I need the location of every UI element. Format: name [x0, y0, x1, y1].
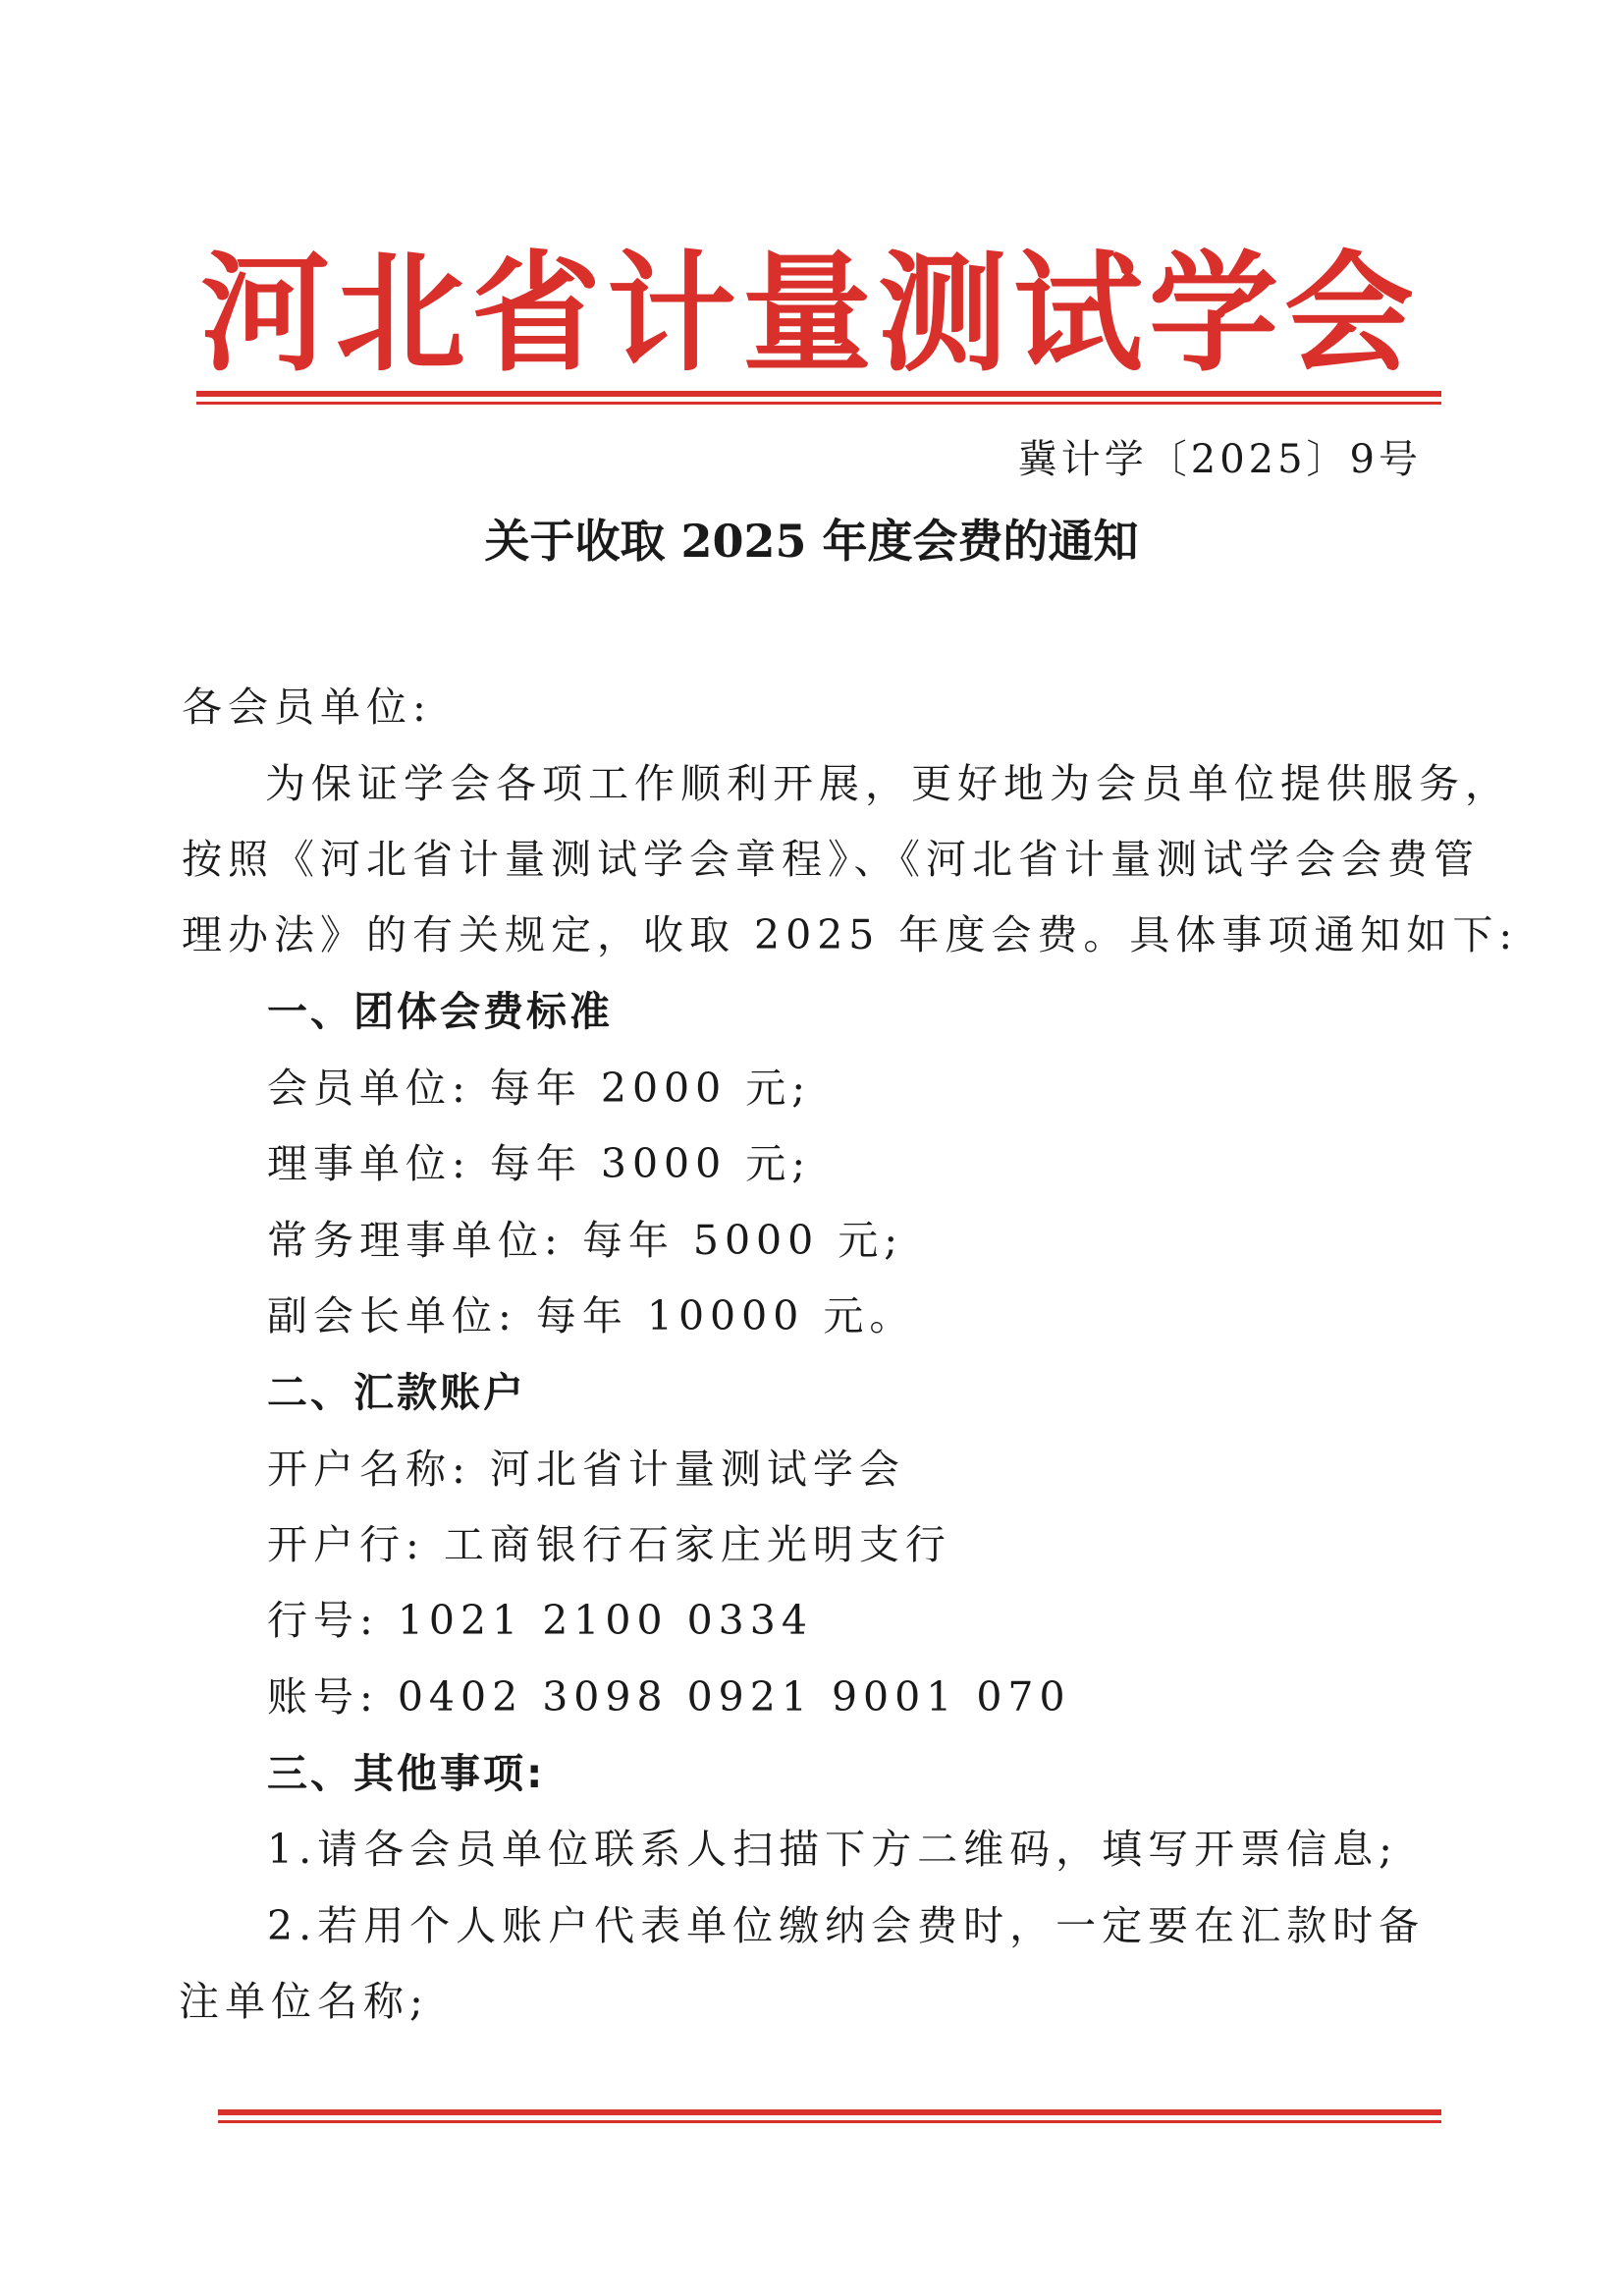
intro-line-1: 为保证学会各项工作顺利开展，更好地为会员单位提供服务， [265, 760, 1511, 807]
document-number: 冀计学〔2025〕9号 [1017, 437, 1422, 482]
intro-line-3: 理办法》的有关规定，收取 2025 年度会费。具体事项通知如下: [182, 911, 1519, 958]
section-3-heading: 三、其他事项: [267, 1750, 546, 1797]
fee-director: 理事单位: 每年 3000 元; [267, 1140, 812, 1187]
account-name: 开户名称: 河北省计量测试学会 [267, 1446, 905, 1493]
document-title: 关于收取 2025 年度会费的通知 [484, 515, 1139, 568]
org-name-header: 河北省计量测试学会 [200, 239, 1420, 390]
bank-code: 行号: 1021 2100 0334 [267, 1597, 813, 1644]
header-divider [196, 391, 1441, 405]
section-1-heading: 一、团体会费标准 [267, 988, 613, 1035]
fee-executive-director: 常务理事单位: 每年 5000 元; [267, 1217, 904, 1264]
salutation: 各会员单位: [182, 683, 432, 731]
fee-member: 会员单位: 每年 2000 元; [267, 1065, 812, 1112]
bank-name: 开户行: 工商银行石家庄光明支行 [267, 1521, 951, 1568]
other-item-2: 2.若用个人账户代表单位缴纳会费时，一定要在汇款时备 [267, 1902, 1426, 1949]
other-item-2-cont: 注单位名称; [179, 1978, 429, 2025]
footer-divider [218, 2109, 1441, 2123]
intro-line-2: 按照《河北省计量测试学会章程》、《河北省计量测试学会会费管 [182, 836, 1480, 883]
fee-vice-president: 副会长单位: 每年 10000 元。 [267, 1292, 916, 1339]
other-item-1: 1.请各会员单位联系人扫描下方二维码，填写开票信息; [267, 1826, 1398, 1873]
section-2-heading: 二、汇款账户 [267, 1369, 526, 1416]
account-number: 账号: 0402 3098 0921 9001 070 [267, 1673, 1071, 1721]
